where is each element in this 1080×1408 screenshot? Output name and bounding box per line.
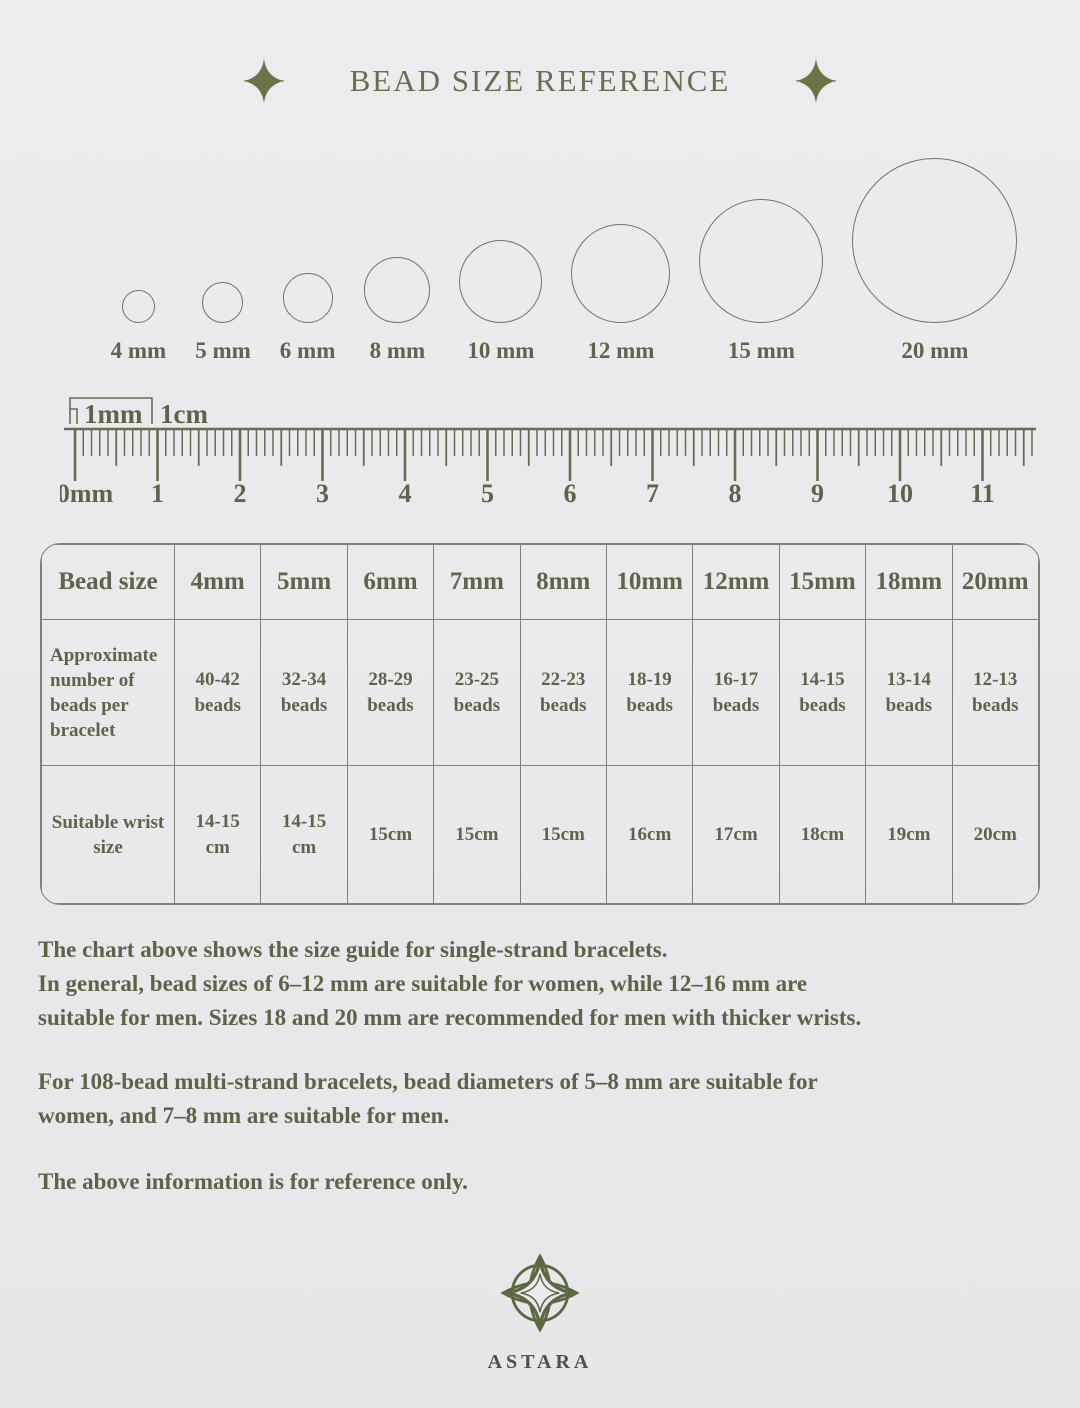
table-header-10mm: 10mm: [606, 545, 692, 620]
ruler-svg: [60, 384, 1045, 509]
table-row-label: Approximate number of beads per bracelet: [42, 620, 175, 766]
ruler-legend-1mm: 1mm: [84, 399, 143, 429]
page-title: BEAD SIZE REFERENCE: [349, 63, 731, 98]
footer: [0, 1251, 1080, 1374]
table-header-7mm: 7mm: [434, 545, 520, 620]
ruler-cm-label: 1: [151, 479, 164, 508]
ruler-cm-label: 6: [563, 479, 577, 508]
bead-circle-8mm: [364, 257, 430, 323]
ruler-cm-label: 7: [646, 479, 659, 508]
brand-logo-icon: [498, 1251, 582, 1335]
table-header-20mm: 20mm: [952, 545, 1038, 620]
table-header-4mm: 4mm: [175, 545, 261, 620]
ruler-cm-label: 4: [398, 479, 412, 508]
table-cell: 32-34 beads: [261, 620, 347, 766]
notes-section: [38, 933, 1042, 1199]
table-cell: 16cm: [606, 766, 692, 904]
bead-item: [571, 224, 670, 364]
note-line: suitable for men. Sizes 18 and 20 mm are recommended for men with thicker wrists.: [38, 1005, 862, 1030]
table-cell: 19cm: [866, 766, 952, 904]
bead-label: 6 mm: [279, 338, 336, 363]
bead-circle-4mm: [122, 290, 155, 323]
bead-circle-20mm: [852, 158, 1017, 323]
note-line: The above information is for reference only.: [38, 1169, 468, 1194]
table-row: [42, 766, 1039, 904]
table-header-18mm: 18mm: [866, 545, 952, 620]
ruler: [60, 384, 1045, 509]
note-line: For 108-bead multi-strand bracelets, bead diameters of 5–8 mm are suitable for: [38, 1069, 818, 1094]
bead-item: [364, 257, 430, 364]
ruler-legend-1cm: 1cm: [160, 399, 208, 429]
bead-circle-10mm: [459, 240, 542, 323]
ruler-cm-label: 8: [728, 479, 742, 508]
ruler-cm-label: 2: [233, 479, 247, 508]
title-row: [0, 58, 1080, 104]
ruler-cm-label: 3: [316, 479, 329, 508]
bead-size-diagram: [24, 154, 1080, 364]
note-paragraph: [38, 1165, 1042, 1199]
ruler-cm-label: 9: [811, 479, 824, 508]
bead-circle-5mm: [202, 282, 243, 323]
bead-circle-6mm: [283, 273, 333, 323]
table-cell: 12-13 beads: [952, 620, 1038, 766]
bead-label: 20 mm: [901, 338, 969, 363]
size-table: [41, 544, 1039, 904]
bead-label: 5 mm: [195, 338, 251, 363]
ruler-cm-label: 10: [887, 479, 913, 508]
table-cell: 18-19 beads: [606, 620, 692, 766]
bead-item: [459, 240, 542, 364]
ruler-cm-label: 0mm: [60, 479, 114, 508]
bead-circle-12mm: [571, 224, 670, 323]
table-header-6mm: 6mm: [347, 545, 433, 620]
sparkle-left-icon: [244, 58, 284, 104]
note-paragraph: [38, 933, 1042, 1035]
bead-item: [280, 273, 336, 364]
size-table-wrap: [40, 543, 1040, 905]
table-cell: 23-25 beads: [434, 620, 520, 766]
table-cell: 22-23 beads: [520, 620, 606, 766]
note-line: women, and 7–8 mm are suitable for men.: [38, 1103, 450, 1128]
note-line: In general, bead sizes of 6–12 mm are suitable for women, while 12–16 mm are: [38, 971, 808, 996]
note-paragraph: [38, 1065, 1042, 1133]
bead-label: 4 mm: [110, 338, 167, 363]
table-header-bead-size: Bead size: [42, 545, 175, 620]
bead-label: 12 mm: [587, 338, 655, 363]
table-header-5mm: 5mm: [261, 545, 347, 620]
table-header-15mm: 15mm: [779, 545, 865, 620]
bead-item: [852, 158, 1017, 364]
table-cell: 16-17 beads: [693, 620, 779, 766]
bead-item: [699, 199, 823, 364]
table-cell: 14-15 cm: [175, 766, 261, 904]
table-row: [42, 620, 1039, 766]
bead-item: [195, 282, 251, 364]
table-header-8mm: 8mm: [520, 545, 606, 620]
table-cell: 28-29 beads: [347, 620, 433, 766]
table-cell: 14-15 cm: [261, 766, 347, 904]
ruler-cm-label: 5: [481, 479, 494, 508]
bead-label: 15 mm: [727, 338, 795, 363]
table-cell: 18cm: [779, 766, 865, 904]
table-cell: 40-42 beads: [175, 620, 261, 766]
table-cell: 15cm: [347, 766, 433, 904]
bead-item: [111, 290, 167, 364]
table-cell: 13-14 beads: [866, 620, 952, 766]
note-line: The chart above shows the size guide for single-strand bracelets.: [38, 937, 668, 962]
ruler-cm-label: 11: [970, 479, 995, 508]
table-cell: 20cm: [952, 766, 1038, 904]
table-cell: 15cm: [434, 766, 520, 904]
table-row-label: Suitable wrist size: [42, 766, 175, 904]
bead-label: 10 mm: [467, 338, 535, 363]
sparkle-right-icon: [796, 58, 836, 104]
bead-circle-15mm: [699, 199, 823, 323]
table-header-12mm: 12mm: [693, 545, 779, 620]
bead-label: 8 mm: [369, 338, 426, 363]
brand-name: ASTARA: [487, 1351, 593, 1373]
table-cell: 14-15 beads: [779, 620, 865, 766]
table-cell: 17cm: [693, 766, 779, 904]
table-cell: 15cm: [520, 766, 606, 904]
